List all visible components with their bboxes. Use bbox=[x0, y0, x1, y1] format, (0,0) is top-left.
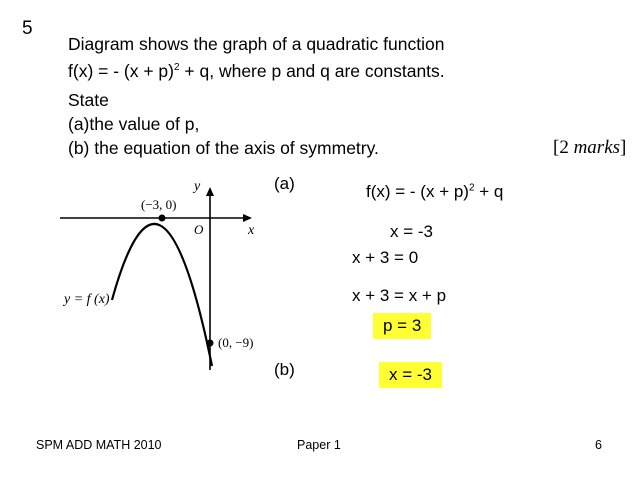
curve-label: y = f (x) bbox=[64, 292, 110, 307]
function-text-a: f(x) = - (x + p) bbox=[68, 60, 174, 81]
question-number: 5 bbox=[22, 18, 33, 39]
answer-equation: f(x) = - $(x + p)^2 + q$ bbox=[366, 182, 504, 201]
question-line-5: (b) the equation of the axis of symmetry. bbox=[68, 138, 379, 158]
parabola-curve bbox=[112, 224, 212, 366]
vertex-label: (−3, 0) bbox=[141, 197, 177, 212]
footer-left: SPM ADD MATH 2010 bbox=[36, 438, 162, 452]
y-axis-arrow bbox=[206, 187, 214, 196]
page-number: 6 bbox=[595, 438, 602, 452]
y-intercept-point bbox=[207, 340, 214, 347]
marks-allocation: [2 marks] bbox=[553, 137, 627, 158]
footer-center: Paper 1 bbox=[297, 438, 341, 452]
x-axis-label: x bbox=[248, 223, 255, 238]
y-axis-label: y bbox=[194, 179, 201, 194]
part-a-label: (a) bbox=[274, 174, 295, 193]
function-exponent: 2 bbox=[173, 62, 180, 73]
question-line-1: Diagram shows the graph of a quadratic function bbox=[68, 34, 445, 54]
answer-step-1: x = -3 bbox=[390, 222, 433, 241]
answer-p-highlight: p = 3 bbox=[373, 313, 431, 339]
answer-step-3: x + 3 = x + p bbox=[352, 286, 447, 305]
answer-step-2: x + 3 = 0 bbox=[352, 248, 419, 267]
origin-label: O bbox=[194, 222, 204, 237]
intercept-label: (0, −9) bbox=[218, 335, 254, 350]
vertex-point bbox=[159, 215, 166, 222]
answer-axis-highlight: x = -3 bbox=[379, 362, 442, 388]
question-line-4: (a)the value of p, bbox=[68, 114, 200, 134]
x-axis-arrow bbox=[243, 214, 252, 222]
part-b-label: (b) bbox=[274, 360, 295, 379]
function-text-b: + q, where p and q are constants. bbox=[179, 60, 445, 81]
question-line-3: State bbox=[68, 90, 109, 110]
